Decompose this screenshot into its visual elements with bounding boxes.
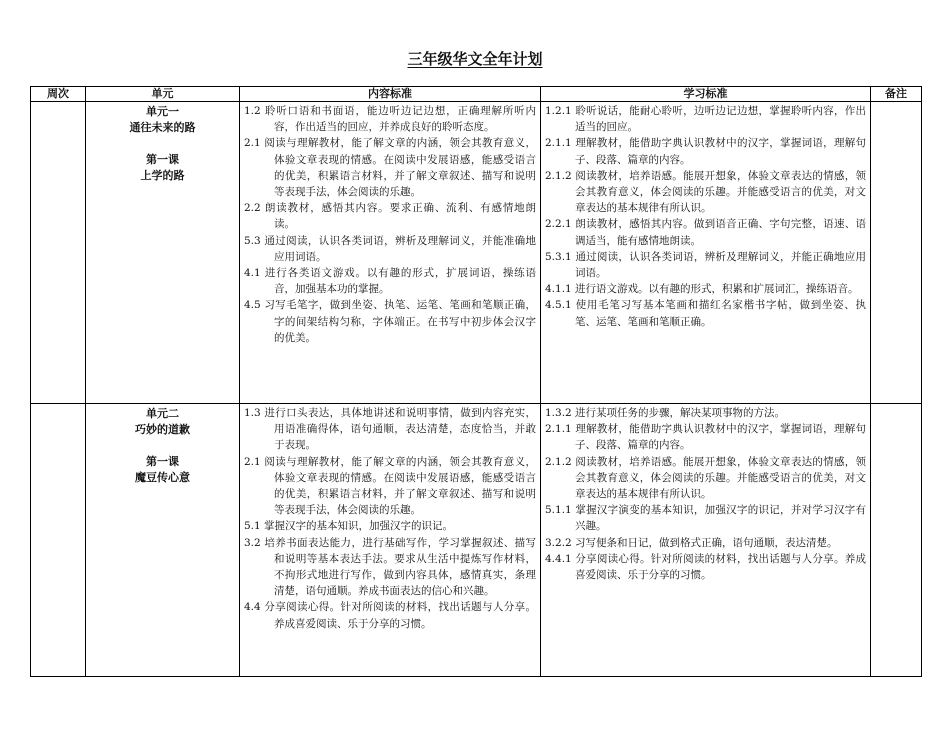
table-header-row <box>31 87 922 102</box>
unit-label: 单元二 <box>146 407 179 420</box>
unit-label: 单元一 <box>146 105 179 118</box>
content-standard-cell <box>240 102 541 404</box>
lesson-title: 魔豆传心意 <box>135 471 190 484</box>
standard-item: 2.1.2 阅读教材，培养语感。能展开想象，体验文章表达的情感，领会其教育意义，体会阅读的乐趣。并能感受语言的优美，对文章表达的基本规律有所认识。 <box>545 169 866 215</box>
table-row <box>31 404 922 677</box>
learning-standard-cell <box>541 102 871 404</box>
content-item: 2.1 阅读与理解教材，能了解文章的内涵，领会其教育意义，体验文章表现的情感。在阅读中发展语感，能感受语言的优美，积累语言材料，并了解文章叙述、描写和说明等表现手法，体会阅读的乐趣。 <box>244 455 536 517</box>
plan-table <box>30 86 922 677</box>
standard-item: 1.2.1 聆听说话，能耐心聆听，边听边记边想，掌握聆听内容，作出适当的回应。 <box>545 105 866 134</box>
unit-title: 巧妙的道歉 <box>135 423 190 436</box>
content-item: 4.1 进行各类语文游戏。以有趣的形式，扩展词语，操练语音，加强基本功的掌握。 <box>244 267 536 296</box>
header-unit: 单元 <box>86 87 240 102</box>
standard-item: 4.1.1 进行语文游戏。以有趣的形式，积累和扩展词汇，操练语音。 <box>545 283 859 296</box>
standard-item: 4.5.1 使用毛笔习写基本笔画和描红名家楷书字帖，做到坐姿、执笔、运笔、笔画和笔顺正确。 <box>545 299 866 328</box>
content-item: 1.2 聆听口语和书面语，能边听边记边想，正确理解所听内容，作出适当的回应，并养成良好的聆听态度。 <box>244 105 536 134</box>
unit-cell <box>86 102 240 404</box>
remarks-cell <box>871 404 922 677</box>
content-item: 2.1 阅读与理解教材，能了解文章的内涵，领会其教育意义，体验文章表现的情感。在阅读中发展语感，能感受语言的优美，积累语言材料，并了解文章叙述、描写和说明等表现手法，体会阅读的乐趣。 <box>244 137 536 199</box>
standard-item: 4.4.1 分享阅读心得。针对所阅读的材料，找出话题与人分享。养成喜爱阅读、乐于分享的习惯。 <box>545 552 866 582</box>
standard-item: 2.2.1 朗读教材，感悟其内容。做到语音正确、字句完整，语速、语调适当，能有感情地朗读。 <box>545 218 866 247</box>
content-item: 3.2 培养书面表达能力，进行基础写作，学习掌握叙述、描写和说明等基本表达手法。要求从生活中提炼写作材料，不拘形式地进行写作，做到内容具体，感情真实，条理清楚，语句通顺。养成书面表达的信心和兴趣。 <box>244 536 536 598</box>
content-item: 4.4 分享阅读心得。针对所阅读的材料，找出话题与人分享。养成喜爱阅读、乐于分享的习惯。 <box>244 601 536 630</box>
content-item: 2.2 朗读教材，感悟其内容。要求正确、流利、有感情地朗读。 <box>244 202 536 231</box>
lesson-label: 第一课 <box>146 455 179 468</box>
standard-item: 1.3.2 进行某项任务的步骤，解决某项事物的方法。 <box>545 407 786 419</box>
header-content-standard: 内容标准 <box>240 87 541 102</box>
page-title <box>0 48 950 69</box>
standard-item: 5.3.1 通过阅读，认识各类词语，辨析及理解词义，并能正确地应用词语。 <box>545 250 866 280</box>
standard-item: 5.1.1 掌握汉字演变的基本知识，加强汉字的识记，并对学习汉字有兴趣。 <box>545 504 866 533</box>
lesson-title: 上学的路 <box>140 169 185 182</box>
table-row <box>31 102 922 404</box>
week-cell <box>31 404 86 677</box>
content-item: 5.1 掌握汉字的基本知识，加强汉字的识记。 <box>244 520 454 533</box>
standard-item: 2.1.1 理解教材，能借助字典认识教材中的汉字，掌握词语，理解句子、段落、篇章的内容。 <box>545 137 866 166</box>
content-item: 4.5 习写毛笔字，做到坐姿、执笔、运笔、笔画和笔顺正确，字的间架结构匀称，字体端正。在书写中初步体会汉字的优美。 <box>244 299 536 344</box>
content-standard-cell <box>240 404 541 677</box>
content-item: 5.3 通过阅读，认识各类词语，辨析及理解词义，并能准确地应用词语。 <box>244 234 536 263</box>
week-cell <box>31 102 86 404</box>
lesson-label: 第一课 <box>146 153 179 166</box>
header-remarks: 备注 <box>871 87 922 102</box>
standard-item: 2.1.2 阅读教材，培养语感。能展开想象，体验文章表达的情感，领会其教育意义，体会阅读的乐趣。并能感受语言的优美，对文章表达的基本规律有所认识。 <box>545 455 866 501</box>
learning-standard-cell <box>541 404 871 677</box>
header-week: 周次 <box>31 87 86 102</box>
standard-item: 3.2.2 习写便条和日记，做到格式正确，语句通顺，表达清楚。 <box>545 536 838 549</box>
standard-item: 2.1.1 理解教材，能借助字典认识教材中的汉字，掌握词语，理解句子、段落、篇章的内容。 <box>545 423 866 452</box>
remarks-cell <box>871 102 922 404</box>
page-title-text: 三年级华文全年计划 <box>407 50 543 68</box>
header-learning-standard: 学习标准 <box>541 87 871 102</box>
content-item: 1.3 进行口头表达，具体地讲述和说明事情，做到内容充实，用语准确得体，语句通顺，表达清楚，态度恰当，并敢于表现。 <box>244 407 536 452</box>
unit-cell <box>86 404 240 677</box>
unit-title: 通往未来的路 <box>129 121 196 134</box>
